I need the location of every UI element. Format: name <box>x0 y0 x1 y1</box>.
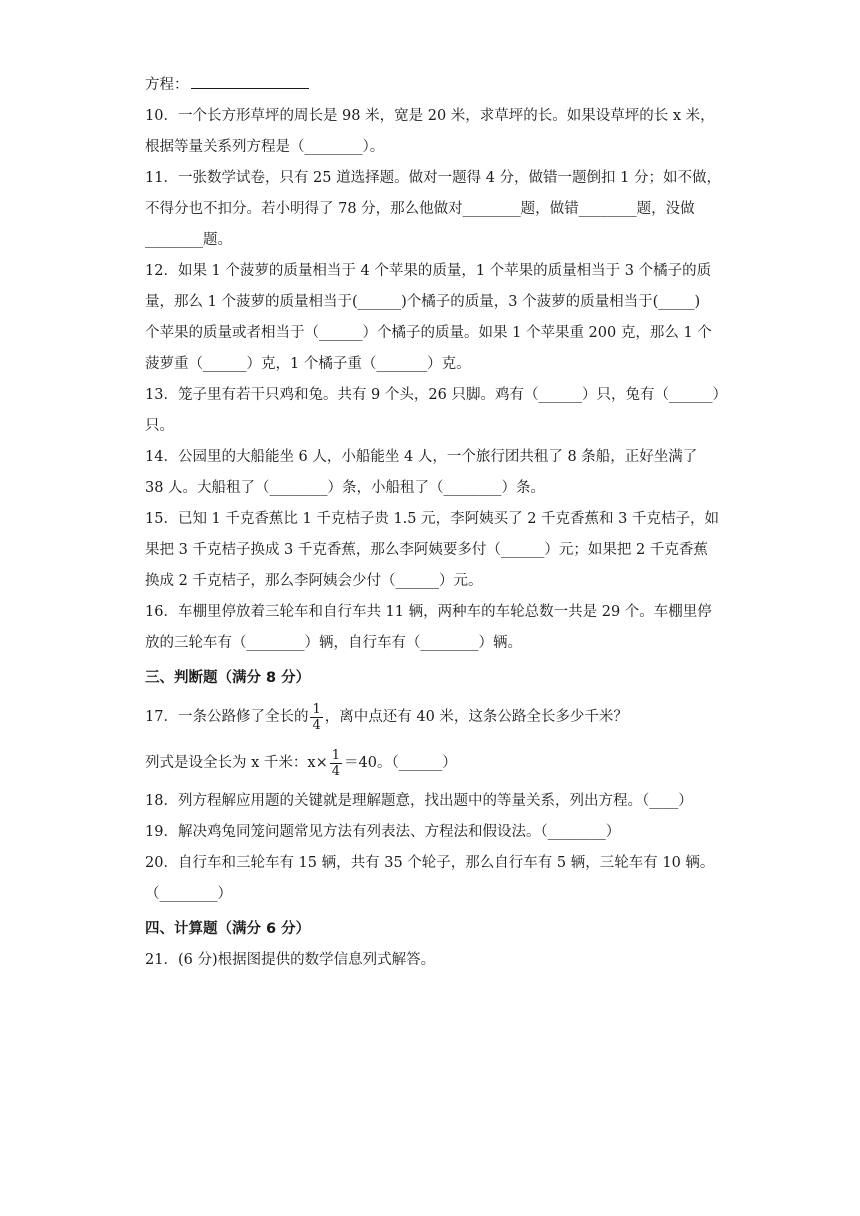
q10-line-1: 10．一个长方形草坪的周长是 98 米，宽是 20 米，求草坪的长。如果设草坪的长 x 米， <box>145 108 715 124</box>
worksheet-content <box>145 70 725 976</box>
q20-line-2: （________） <box>145 886 232 902</box>
q9-answer-blank[interactable] <box>191 74 309 89</box>
q17-formula-b: ＝40。（______） <box>344 755 457 771</box>
q17-line-2 <box>145 740 725 786</box>
q10-line-2: 根据等量关系列方程是（________）。 <box>145 139 385 155</box>
q20-line-1: 20．自行车和三轮车有 15 辆，共有 35 个轮子，那么自行车有 5 辆，三轮车有 10 辆。 <box>145 855 715 871</box>
q17-fraction <box>310 702 322 733</box>
q11-line-2: 不得分也不扣分。若小明得了 78 分，那么他做对________题，做错________题，没做 <box>145 201 695 217</box>
section-3-heading: 三、判断题（满分 8 分） <box>145 670 311 686</box>
q16-line-2: 放的三轮车有（________）辆，自行车有（________）辆。 <box>145 635 522 651</box>
q15-line-1: 15．已知 1 千克香蕉比 1 千克桔子贵 1.5 元，李阿姨买了 2 千克香蕉和 3 千克桔子，如 <box>145 511 720 527</box>
q11-line-1: 11．一张数学试卷，只有 25 道选择题。做对一题得 4 分，做错一题倒扣 1 分；如不做， <box>145 170 722 186</box>
q17-text-a: 17．一条公路修了全长的 <box>145 709 309 725</box>
q15-line-3: 换成 2 千克桔子，那么李阿姨会少付（______）元。 <box>145 573 483 589</box>
q17-formula-denominator: 4 <box>331 763 341 779</box>
q13-line-2: 只。 <box>145 418 174 434</box>
q17-line-1 <box>145 694 725 740</box>
q17-fraction-denominator: 4 <box>312 717 321 733</box>
q17-formula-fraction <box>330 748 342 779</box>
q21-line-1: 21．(6 分)根据图提供的数学信息列式解答。 <box>145 952 436 968</box>
q9-equation-line <box>145 70 725 101</box>
q17-fraction-numerator: 1 <box>312 701 321 717</box>
q12-line-2: 量，那么 1 个菠萝的质量相当于(______)个橘子的质量，3 个菠萝的质量相当于(_____) <box>145 294 701 310</box>
section-4-heading: 四、计算题（满分 6 分） <box>145 921 311 937</box>
q14-line-1: 14．公园里的大船能坐 6 人，小船能坐 4 人，一个旅行团共租了 8 条船，正好坐满了 <box>145 449 698 465</box>
q12-line-4: 菠萝重（______）克，1 个橘子重（_______）克。 <box>145 356 471 372</box>
q12-line-1: 12．如果 1 个菠萝的质量相当于 4 个苹果的质量，1 个苹果的质量相当于 3 个橘子的质 <box>145 263 712 279</box>
q17-formula-numerator: 1 <box>331 747 341 763</box>
q17-formula-a: 列式是设全长为 x 千米：x× <box>145 755 328 771</box>
q13-line-1: 13．笼子里有若干只鸡和兔。共有 9 个头，26 只脚。鸡有（______）只，兔有（______） <box>145 387 727 403</box>
q17-text-b: ，离中点还有 40 米，这条公路全长多少千米？ <box>324 709 628 725</box>
q15-line-2: 果把 3 千克桔子换成 3 千克香蕉，那么李阿姨要多付（______）元；如果把 2 千克香蕉 <box>145 542 708 558</box>
q12-line-3: 个苹果的质量或者相当于（______）个橘子的质量。如果 1 个苹果重 200 克，那么 1 个 <box>145 325 712 341</box>
q19-line-1: 19．解决鸡兔同笼问题常见方法有列表法、方程法和假设法。（________） <box>145 824 621 840</box>
q11-line-3: ________题。 <box>145 232 232 248</box>
q18-line-1: 18．列方程解应用题的关键就是理解题意，找出题中的等量关系，列出方程。（____） <box>145 793 693 809</box>
q16-line-1: 16．车棚里停放着三轮车和自行车共 11 辆，两种车的车轮总数一共是 29 个。车棚里停 <box>145 604 712 620</box>
q14-line-2: 38 人。大船租了（________）条，小船租了（________）条。 <box>145 480 546 496</box>
q9-equation-label: 方程： <box>145 77 189 93</box>
